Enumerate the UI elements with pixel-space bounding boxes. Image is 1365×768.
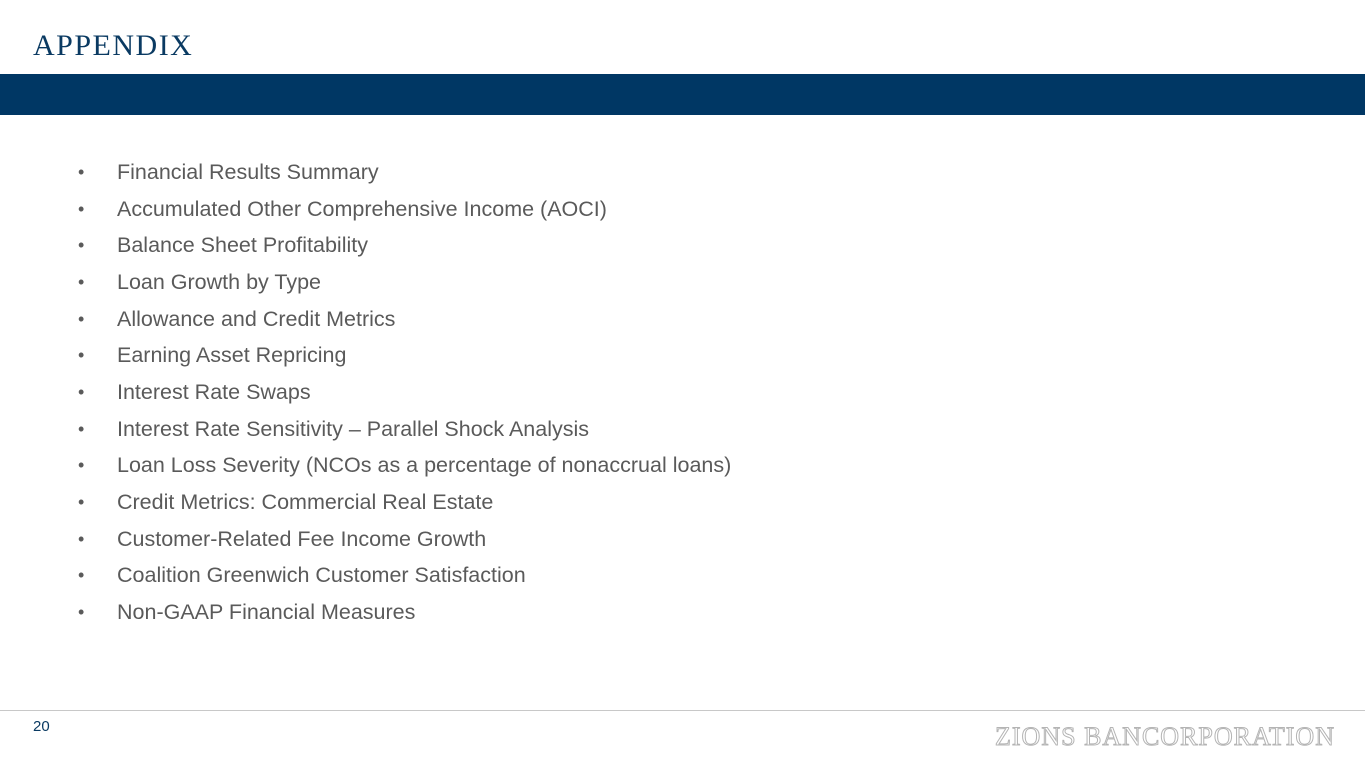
list-item-text: Accumulated Other Comprehensive Income (AOCI) bbox=[117, 196, 607, 221]
list-item-text: Interest Rate Sensitivity – Parallel Shock Analysis bbox=[117, 416, 590, 441]
list-item bbox=[78, 264, 731, 301]
page-title: APPENDIX bbox=[33, 29, 194, 62]
bullet-icon: • bbox=[78, 565, 85, 586]
bullet-icon: • bbox=[78, 528, 85, 549]
list-item bbox=[78, 484, 731, 521]
bullet-icon: • bbox=[78, 602, 85, 623]
bullet-icon: • bbox=[78, 308, 85, 329]
footer-divider bbox=[0, 710, 1365, 711]
bullet-icon: • bbox=[78, 455, 85, 476]
bullet-icon: • bbox=[78, 271, 85, 292]
bullet-icon: • bbox=[78, 345, 85, 366]
list-item bbox=[78, 594, 731, 631]
list-item-text: Customer-Related Fee Income Growth bbox=[117, 526, 487, 551]
list-item bbox=[78, 411, 731, 448]
list-item-text: Loan Loss Severity (NCOs as a percentage of nonaccrual loans) bbox=[117, 453, 732, 478]
bullet-icon: • bbox=[78, 492, 85, 513]
list-item-text: Balance Sheet Profitability bbox=[117, 233, 368, 258]
list-item bbox=[78, 448, 731, 485]
list-item bbox=[78, 191, 731, 228]
list-item-text: Interest Rate Swaps bbox=[117, 379, 311, 404]
list-item bbox=[78, 227, 731, 264]
list-item bbox=[78, 337, 731, 374]
list-item-text: Loan Growth by Type bbox=[117, 269, 321, 294]
page-number: 20 bbox=[33, 718, 50, 735]
list-item-text: Allowance and Credit Metrics bbox=[117, 306, 396, 331]
appendix-list bbox=[78, 154, 731, 631]
list-item bbox=[78, 301, 731, 338]
list-item bbox=[78, 521, 731, 558]
list-item-text: Financial Results Summary bbox=[117, 159, 379, 184]
bullet-icon: • bbox=[78, 418, 85, 439]
bullet-icon: • bbox=[78, 235, 85, 256]
list-item-text: Earning Asset Repricing bbox=[117, 343, 347, 368]
bullet-icon: • bbox=[78, 161, 85, 182]
list-item-text: Non-GAAP Financial Measures bbox=[117, 600, 416, 625]
bullet-icon: • bbox=[78, 198, 85, 219]
list-item bbox=[78, 558, 731, 595]
list-item bbox=[78, 154, 731, 191]
list-item-text: Coalition Greenwich Customer Satisfaction bbox=[117, 563, 526, 588]
list-item-text: Credit Metrics: Commercial Real Estate bbox=[117, 490, 494, 515]
company-logo: ZIONS BANCORPORATION bbox=[995, 722, 1335, 751]
list-item bbox=[78, 374, 731, 411]
title-band bbox=[0, 74, 1365, 115]
bullet-icon: • bbox=[78, 381, 85, 402]
